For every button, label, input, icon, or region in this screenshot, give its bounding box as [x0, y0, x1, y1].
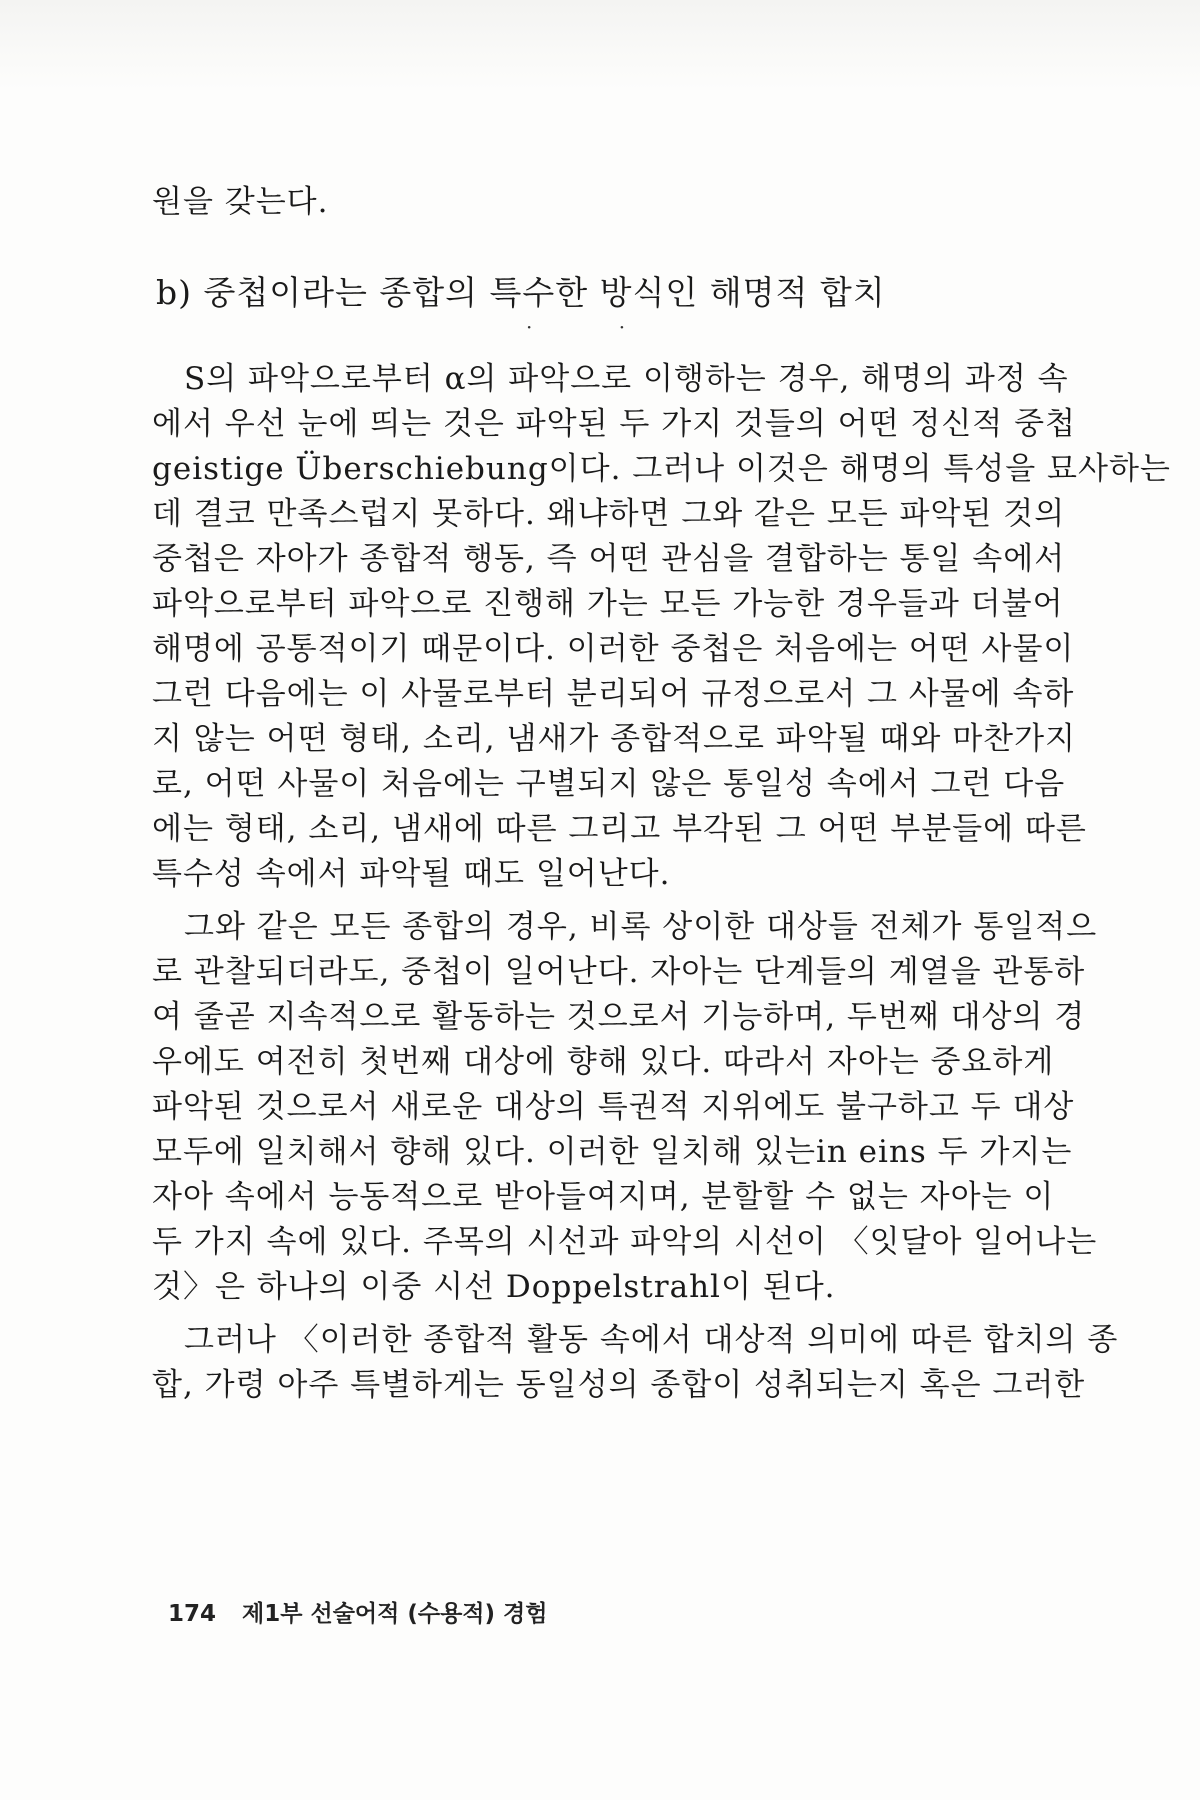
text-line: 파악으로부터 파악으로 진행해 가는 모든 가능한 경우들과 더불어: [152, 586, 1064, 622]
text-line: geistige Überschiebung이다. 그러나 이것은 해명의 특성을 묘사하는: [152, 451, 1171, 487]
text-line: 파악된 것으로서 새로운 대상의 특권적 지위에도 불구하고 두 대상: [152, 1089, 1075, 1125]
text-line: 로 관찰되더라도, 중첩이 일어난다. 자아는 단계들의 계열을 관통하: [152, 954, 1086, 990]
text-line: 지 않는 어떤 형태, 소리, 냄새가 종합적으로 파악될 때와 마찬가지: [152, 721, 1076, 757]
text-line: 모두에 일치해서 향해 있다. 이러한 일치해 있는in eins 두 가지는: [152, 1134, 1073, 1170]
text-line: 우에도 여전히 첫번째 대상에 향해 있다. 따라서 자아는 중요하게: [152, 1044, 1055, 1080]
text-line: 두 가지 속에 있다. 주목의 시선과 파악의 시선이 〈잇달아 일어나는: [152, 1224, 1098, 1260]
text-line: 그러나 〈이러한 종합적 활동 속에서 대상적 의미에 따른 합치의 종: [184, 1322, 1119, 1358]
paragraph-1: [152, 357, 1171, 897]
opening-line: 원을 갖는다.: [152, 184, 329, 220]
paragraph-3: [152, 1318, 1119, 1408]
text-line: 것〉은 하나의 이중 시선 Doppelstrahl이 된다.: [152, 1269, 836, 1305]
text-line: 중첩은 자아가 종합적 행동, 즉 어떤 관심을 결합하는 통일 속에서: [152, 541, 1066, 577]
text-line: 특수성 속에서 파악될 때도 일어난다.: [152, 856, 671, 892]
text-line: 그와 같은 모든 종합의 경우, 비록 상이한 대상들 전체가 통일적으: [184, 909, 1098, 945]
page-footer: [168, 1595, 547, 1628]
running-title: 제1부 선술어적 (수용적) 경험: [242, 1601, 548, 1627]
page-number: 174: [168, 1601, 217, 1627]
paragraph-2: [152, 905, 1098, 1310]
scan-shadow: [0, 0, 1200, 90]
heading-emphasis-marks: · ·: [526, 315, 666, 339]
body-text: [152, 180, 1171, 1416]
text-line: 합, 가령 아주 특별하게는 동일성의 종합이 성취되는지 혹은 그러한: [152, 1367, 1086, 1403]
text-line: 로, 어떤 사물이 처음에는 구별되지 않은 통일성 속에서 그런 다음: [152, 766, 1066, 802]
text-line: 그런 다음에는 이 사물로부터 분리되어 규정으로서 그 사물에 속하: [152, 676, 1075, 712]
text-line: 자아 속에서 능동적으로 받아들여지며, 분할할 수 없는 자아는 이: [152, 1179, 1055, 1215]
text-line: S의 파악으로부터 α의 파악으로 이행하는 경우, 해명의 과정 속: [184, 361, 1069, 397]
text-line: 에서 우선 눈에 띄는 것은 파악된 두 가지 것들의 어떤 정신적 중첩: [152, 406, 1076, 442]
section-heading: b) 중첩이라는 종합의 특수한 방식인 해명적 합치: [156, 273, 886, 312]
text-line: 여 줄곧 지속적으로 활동하는 것으로서 기능하며, 두번째 대상의 경: [152, 999, 1086, 1035]
text-line: 에는 형태, 소리, 냄새에 따른 그리고 부각된 그 어떤 부분들에 따른: [152, 811, 1087, 847]
text-line: 데 결코 만족스럽지 못하다. 왜냐하면 그와 같은 모든 파악된 것의: [152, 496, 1066, 532]
text-line: 해명에 공통적이기 때문이다. 이러한 중첩은 처음에는 어떤 사물이: [152, 631, 1075, 667]
